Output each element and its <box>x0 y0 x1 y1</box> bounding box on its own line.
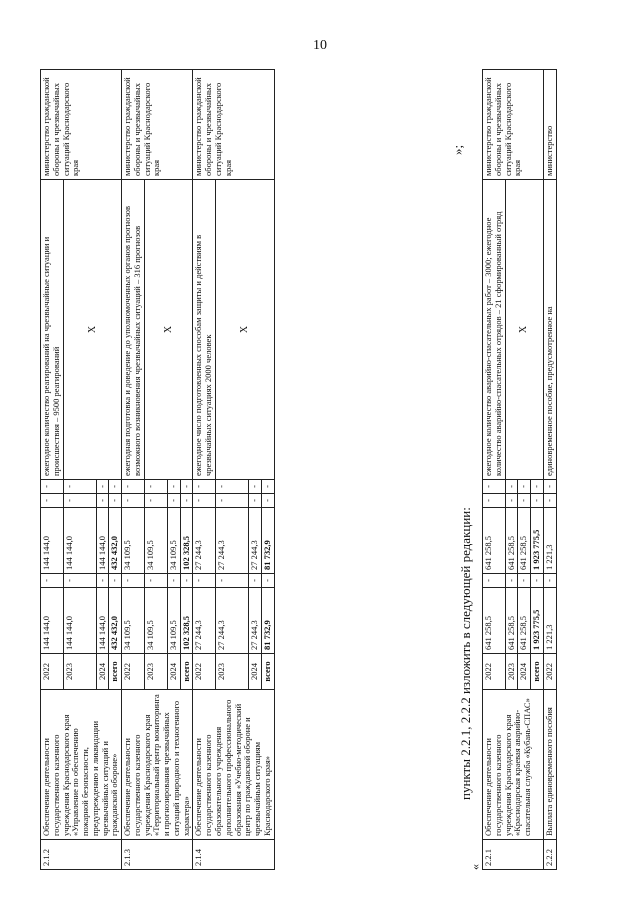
year-cell: 2023 <box>216 654 249 690</box>
year-cell: 2024 <box>96 654 109 690</box>
year-cell: 2024 <box>518 654 531 690</box>
total-cell: 27 244,3 <box>193 588 216 654</box>
federal-cell: - <box>180 574 193 588</box>
other-cell: - <box>518 480 531 494</box>
year-cell: всего <box>109 654 122 690</box>
total-cell: 34 109,5 <box>122 588 145 654</box>
executor: министерство гражданской обороны и чрезвычайных ситуаций Краснодарского края <box>122 70 193 180</box>
year-cell: 2023 <box>144 654 167 690</box>
regional-cell: 34 109,5 <box>167 508 180 574</box>
total-cell: 641 258,5 <box>483 588 506 654</box>
executor: министерство гражданской обороны и чрезвычайных ситуаций Краснодарского края <box>483 70 544 180</box>
measures-table-2 <box>482 69 557 870</box>
other-cell: - <box>505 480 518 494</box>
result-text: ежегодное количество аварийно-спасательных работ – 3000; ежегодное количество аварийно-спасательных отрядов – 21 сформированный отряд <box>483 180 506 480</box>
result-mark: Х <box>63 180 122 480</box>
federal-cell: - <box>216 574 249 588</box>
federal-cell: - <box>505 574 518 588</box>
row-number: 2.1.2 <box>41 840 122 870</box>
executor: министерство гражданской обороны и чрезвычайных ситуаций Краснодарского края <box>193 70 274 180</box>
total-cell: 81 732,9 <box>261 588 274 654</box>
federal-cell: - <box>261 574 274 588</box>
measure-name: Обеспечение деятельности государственного казенного учреждения Краснодарского края «Краснодарская краевая аварийно-спасательная служба «Кубань-СПАС» <box>483 690 544 840</box>
federal-cell: - <box>96 574 109 588</box>
row-number: 2.2.1 <box>483 840 544 870</box>
municipal-cell: - <box>518 494 531 508</box>
measure-name: Выплата единовременного пособия <box>543 690 556 840</box>
federal-cell: - <box>249 574 262 588</box>
executor: министерство гражданской обороны и чрезвычайных ситуаций Краснодарского края <box>41 70 122 180</box>
regional-cell: 641 258,5 <box>505 508 518 574</box>
result-text: ежегодная подготовка и доведение до уполномоченных органов прогнозов возможного возникновения чрезвычайных ситуаций – 316 прогнозов <box>122 180 145 480</box>
total-cell: 432 432,0 <box>109 588 122 654</box>
regional-cell: 1 923 775,5 <box>531 508 544 574</box>
total-cell: 34 109,5 <box>144 588 167 654</box>
page-number: 10 <box>313 38 327 53</box>
regional-cell: 641 258,5 <box>518 508 531 574</box>
other-cell: - <box>63 480 96 494</box>
result-mark: Х <box>144 180 193 480</box>
federal-cell: - <box>167 574 180 588</box>
row-number: 2.2.2 <box>543 840 556 870</box>
other-cell: - <box>193 480 216 494</box>
federal-cell: - <box>41 574 64 588</box>
federal-cell: - <box>531 574 544 588</box>
other-cell: - <box>483 480 506 494</box>
regional-cell: 102 328,5 <box>180 508 193 574</box>
row-number: 2.1.4 <box>193 840 274 870</box>
regional-cell: 144 144,0 <box>63 508 96 574</box>
year-cell: 2022 <box>483 654 506 690</box>
federal-cell: - <box>543 574 556 588</box>
measure-name: Обеспечение деятельности государственного казенного образовательного учреждения дополнительного профессионального образования «Учебно-методический центр по гражданской обороне и чрезвычайным ситуациям Краснодарского края» <box>193 690 274 840</box>
closing-quote: »; <box>450 144 465 155</box>
regional-cell: 34 109,5 <box>122 508 145 574</box>
municipal-cell: - <box>180 494 193 508</box>
municipal-cell: - <box>144 494 167 508</box>
row-number: 2.1.3 <box>122 840 193 870</box>
regional-cell: 144 144,0 <box>41 508 64 574</box>
table-row <box>193 70 216 870</box>
municipal-cell: - <box>63 494 96 508</box>
federal-cell: - <box>63 574 96 588</box>
measure-name: Обеспечение деятельности государственного казенного учреждения Краснодарского края «Территориальный центр мониторинга и прогнозирования чрезвычайных ситуаций природного и техногенного характера» <box>122 690 193 840</box>
table-row <box>543 70 556 870</box>
total-cell: 641 258,5 <box>518 588 531 654</box>
other-cell: - <box>167 480 180 494</box>
result-mark: Х <box>216 180 275 480</box>
other-cell: - <box>109 480 122 494</box>
municipal-cell: - <box>249 494 262 508</box>
other-cell: - <box>531 480 544 494</box>
federal-cell: - <box>122 574 145 588</box>
table-row <box>41 70 64 870</box>
municipal-cell: - <box>531 494 544 508</box>
total-cell: 102 328,5 <box>180 588 193 654</box>
municipal-cell: - <box>167 494 180 508</box>
regional-cell: 1 221,3 <box>543 508 556 574</box>
total-cell: 1 221,3 <box>543 588 556 654</box>
regional-cell: 432 432,0 <box>109 508 122 574</box>
other-cell: - <box>180 480 193 494</box>
other-cell: - <box>249 480 262 494</box>
year-cell: 2022 <box>543 654 556 690</box>
municipal-cell: - <box>193 494 216 508</box>
measures-table-1 <box>40 69 275 870</box>
federal-cell: - <box>109 574 122 588</box>
total-cell: 144 144,0 <box>96 588 109 654</box>
federal-cell: - <box>144 574 167 588</box>
result-text: ежегодное количество реагирований на чрезвычайные ситуации и происшествия – 9500 реагирований <box>41 180 64 480</box>
result-text: единовременное пособие, предусмотренное на <box>543 180 556 480</box>
rotated-landscape-content <box>40 70 580 870</box>
municipal-cell: - <box>109 494 122 508</box>
executor: министерство <box>543 70 556 180</box>
year-cell: всего <box>180 654 193 690</box>
total-cell: 144 144,0 <box>41 588 64 654</box>
measure-name: Обеспечение деятельности государственного казенного учреждения Краснодарского края «Управление по обеспечению пожарной безопасности, предупреждению и ликвидации чрезвычайных ситуаций и гражданской обороне» <box>41 690 122 840</box>
regional-cell: 27 244,3 <box>216 508 249 574</box>
municipal-cell: - <box>505 494 518 508</box>
regional-cell: 27 244,3 <box>249 508 262 574</box>
year-cell: всего <box>531 654 544 690</box>
regional-cell: 27 244,3 <box>193 508 216 574</box>
total-cell: 27 244,3 <box>216 588 249 654</box>
regional-cell: 34 109,5 <box>144 508 167 574</box>
regional-cell: 144 144,0 <box>96 508 109 574</box>
table-row <box>122 70 145 870</box>
opening-quote: « <box>468 864 482 870</box>
total-cell: 641 258,5 <box>505 588 518 654</box>
result-mark: Х <box>505 180 543 480</box>
municipal-cell: - <box>483 494 506 508</box>
municipal-cell: - <box>122 494 145 508</box>
municipal-cell: - <box>216 494 249 508</box>
year-cell: 2024 <box>249 654 262 690</box>
federal-cell: - <box>483 574 506 588</box>
total-cell: 27 244,3 <box>249 588 262 654</box>
year-cell: 2022 <box>41 654 64 690</box>
other-cell: - <box>144 480 167 494</box>
year-cell: 2023 <box>505 654 518 690</box>
regional-cell: 641 258,5 <box>483 508 506 574</box>
other-cell: - <box>261 480 274 494</box>
municipal-cell: - <box>543 494 556 508</box>
amendment-instruction: пункты 2.2.1, 2.2.2 изложить в следующей редакции: <box>458 507 473 800</box>
other-cell: - <box>41 480 64 494</box>
regional-cell: 81 732,9 <box>261 508 274 574</box>
federal-cell: - <box>193 574 216 588</box>
municipal-cell: - <box>261 494 274 508</box>
other-cell: - <box>96 480 109 494</box>
other-cell: - <box>216 480 249 494</box>
total-cell: 1 923 775,5 <box>531 588 544 654</box>
year-cell: всего <box>261 654 274 690</box>
year-cell: 2023 <box>63 654 96 690</box>
other-cell: - <box>543 480 556 494</box>
result-text: ежегодное число подготовленных способам защиты и действиям в чрезвычайных ситуациях 2000 человек <box>193 180 216 480</box>
other-cell: - <box>122 480 145 494</box>
total-cell: 144 144,0 <box>63 588 96 654</box>
municipal-cell: - <box>41 494 64 508</box>
municipal-cell: - <box>96 494 109 508</box>
federal-cell: - <box>518 574 531 588</box>
table-row <box>483 70 506 870</box>
year-cell: 2022 <box>122 654 145 690</box>
year-cell: 2024 <box>167 654 180 690</box>
year-cell: 2022 <box>193 654 216 690</box>
total-cell: 34 109,5 <box>167 588 180 654</box>
